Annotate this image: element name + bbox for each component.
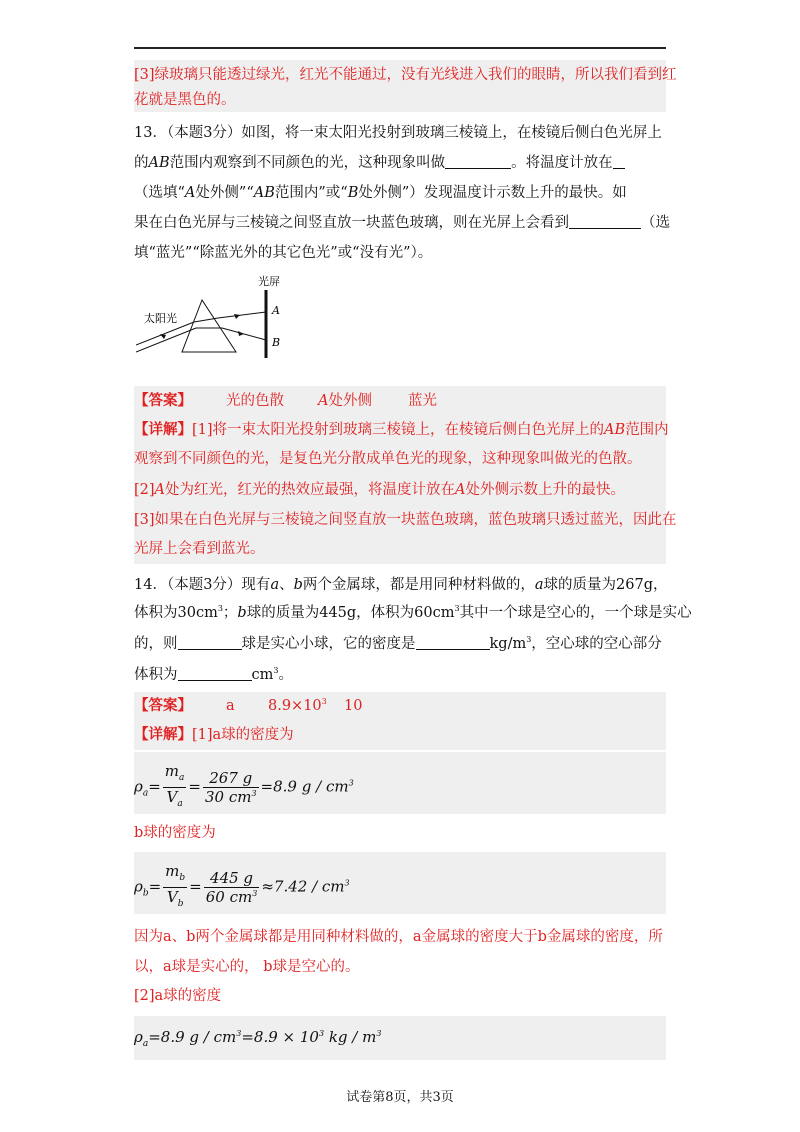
text-line: b球的密度为 xyxy=(134,825,216,841)
q13-line: 的AB范围内观察到不同颜色的光，这种现象叫做 。将温度计放在 xyxy=(134,153,625,173)
explain-line: [3]绿玻璃只能透过绿光，红光不能通过，没有光线进入我们的眼睛，所以我们看到红 xyxy=(134,67,677,83)
density-formula-a-si: $\rho_a=8.9$ $g / cm^3=8.9 \times 10^3$ kg / $m^3$ xyxy=(134,1028,382,1049)
question-13 xyxy=(134,120,670,270)
explain-line: 花就是黑色的。 xyxy=(134,92,236,108)
top-rule xyxy=(134,47,666,49)
answer-1: a xyxy=(226,698,235,714)
text-block: 因为a、b两个金属球都是用同种材料做的，a金属球的密度大于b金属球的密度，所 以，a球是实心的， b球是空心的。 [2]a球的密度 xyxy=(134,929,663,1004)
q14-line: 14．（本题3分）现有a、b两个金属球，都是用同种材料做的，a球的质量为267g， xyxy=(134,577,668,593)
detail-line: 【详解】[1]a球的密度为 xyxy=(134,726,294,743)
ray-arrow xyxy=(160,334,166,339)
previous-explanation xyxy=(134,60,677,112)
q13-line: 填“蓝光”“除蓝光外的其它色光”或“没有光”）。 xyxy=(134,245,433,261)
answer-2: A处外侧 xyxy=(318,393,372,409)
answer-2: $8.9\times 10^3$ xyxy=(268,697,327,714)
detail-line: [2]A处为红光，红光的热效应最强，将温度计放在A处外侧示数上升的最快。 xyxy=(134,482,626,498)
answer-blank[interactable] xyxy=(178,666,252,681)
refracted-ray xyxy=(194,318,218,322)
answer-blank[interactable] xyxy=(613,154,625,169)
detail-line: 光屏上会看到蓝光。 xyxy=(134,541,265,557)
sunlight-label: 太阳光 xyxy=(144,312,177,325)
page-footer: 试卷第8页，共3页 xyxy=(346,1090,454,1105)
q14-answer-block xyxy=(134,692,666,750)
q14-line: 体积为$30cm^3$；b球的质量为445g，体积为$60cm^3$其中一个球是空心的，一个球是实心 xyxy=(134,604,692,621)
point-b-label: B xyxy=(272,336,281,349)
answer-blank[interactable] xyxy=(445,154,511,169)
formula-block xyxy=(134,852,666,914)
answer-blank[interactable] xyxy=(178,635,242,650)
question-14 xyxy=(134,572,692,690)
answer-label: 【答案】 xyxy=(134,697,192,714)
q13-line: 13．（本题3分）如图，将一束太阳光投射到玻璃三棱镜上，在棱镜后侧白色光屏上 xyxy=(134,125,662,141)
density-formula-b: $\rho_b=$ $\frac{m_b}{V_b}$ = $\frac{445 g}{60 cm^3}$ $\approx 7.42 / cm^3$ xyxy=(134,862,350,909)
formula-block xyxy=(134,1016,666,1060)
ray-arrow xyxy=(234,314,240,319)
answer-label: 【答案】 xyxy=(134,392,192,409)
dispersed-ray-a xyxy=(218,312,266,318)
answer-blank[interactable] xyxy=(569,214,641,229)
formula-block xyxy=(134,752,666,814)
answer-blank[interactable] xyxy=(416,635,490,650)
detail-line: 【详解】[1]将一束太阳光投射到玻璃三棱镜上，在棱镜后侧白色光屏上的AB范围内 xyxy=(134,421,669,438)
incident-ray xyxy=(136,322,194,345)
detail-line: 观察到不同颜色的光，是复色光分散成单色光的现象，这种现象叫做光的色散。 xyxy=(134,451,642,467)
q13-answer-block xyxy=(134,386,677,564)
density-formula-a: $\rho_a=$ $\frac{m_a}{V_a}$ = $\frac{267 g}{30 cm^3}$ =8.9 g / $cm^3$ xyxy=(134,762,354,809)
q14-line: 的，则 球是实心小球，它的密度是 $kg/m^3$，空心球的空心部分 xyxy=(134,635,662,652)
prism-figure xyxy=(136,272,296,362)
point-a-label: A xyxy=(272,304,280,317)
detail-label: 【详解】 xyxy=(134,726,192,743)
prism-triangle xyxy=(182,300,236,352)
screen-label: 光屏 xyxy=(258,275,280,288)
answer-1: 光的色散 xyxy=(226,393,284,409)
q13-line: 果在白色光屏与三棱镜之间竖直放一块蓝色玻璃，则在光屏上会看到 （选 xyxy=(134,215,670,231)
detail-line: [3]如果在白色光屏与三棱镜之间竖直放一块蓝色玻璃，蓝色玻璃只透过蓝光，因此在 xyxy=(134,512,677,528)
answer-3: 蓝光 xyxy=(408,393,437,409)
detail-label: 【详解】 xyxy=(134,421,192,438)
answer-3: 10 xyxy=(344,698,363,714)
q14-line: 体积为 $cm^3$。 xyxy=(134,666,293,683)
q13-line: （选填“A处外侧”“AB范围内”或“B处外侧”）发现温度计示数上升的最快。如 xyxy=(134,185,627,201)
